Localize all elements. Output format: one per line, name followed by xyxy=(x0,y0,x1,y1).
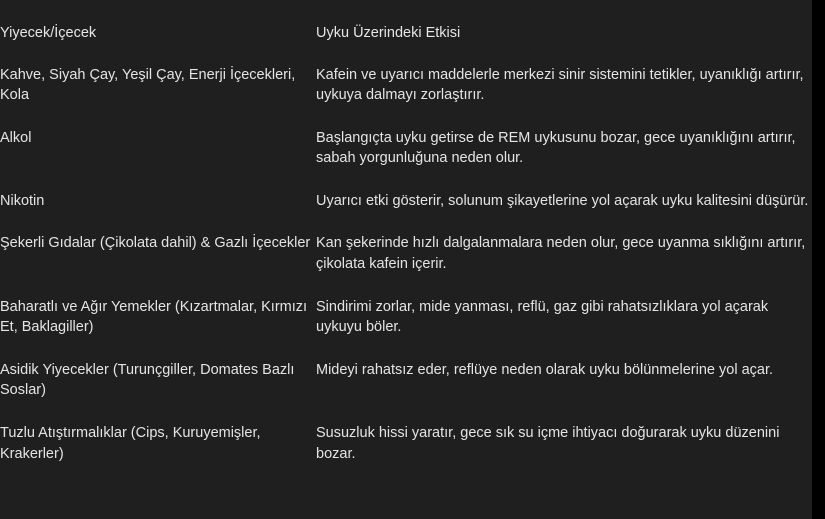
row-effect: Başlangıçta uyku getirse de REM uykusunu bozar, gece uyanıklığını artırır, sabah yorgunluğuna neden olur. xyxy=(316,129,796,167)
row-effect: Susuzluk hissi yaratır, gece sık su içme ihtiyacı doğurarak uyku düzenini bozar. xyxy=(316,424,780,462)
right-edge-strip xyxy=(812,0,825,519)
row-food: Şekerli Gıdalar (Çikolata dahil) & Gazlı İçecekler xyxy=(0,235,311,252)
row-food: Alkol xyxy=(0,129,32,146)
table-header-row xyxy=(0,0,812,54)
table-row xyxy=(0,117,812,180)
row-food: Tuzlu Atıştırmalıklar (Cips, Kuruyemişler, Krakerler) xyxy=(0,424,261,462)
table-row xyxy=(0,180,812,223)
row-effect: Uyarıcı etki gösterir, solunum şikayetlerine yol açarak uyku kalitesini düşürür. xyxy=(316,192,809,209)
row-food: Baharatlı ve Ağır Yemekler (Kızartmalar, Kırmızı Et, Baklagiller) xyxy=(0,298,308,336)
row-food: Nikotin xyxy=(0,192,45,209)
table-row xyxy=(0,54,812,117)
column-header-effect: Uyku Üzerindeki Etkisi xyxy=(316,25,461,41)
table-row xyxy=(0,222,812,285)
row-effect: Kafein ve uyarıcı maddelerle merkezi sinir sistemini tetikler, uyanıklığı artırır, uykuya dalmayı zorlaştırır. xyxy=(316,66,804,104)
row-effect: Mideyi rahatsız eder, reflüye neden olarak uyku bölünmelerine yol açar. xyxy=(316,361,774,378)
row-food: Kahve, Siyah Çay, Yeşil Çay, Enerji İçecekleri, Kola xyxy=(0,66,296,104)
table-row xyxy=(0,286,812,349)
table-row xyxy=(0,349,812,412)
table-row xyxy=(0,412,812,475)
column-header-food: Yiyecek/İçecek xyxy=(0,25,97,41)
row-effect: Sindirimi zorlar, mide yanması, reflü, gaz gibi rahatsızlıklara yol açarak uykuyu böler. xyxy=(316,298,769,336)
row-effect: Kan şekerinde hızlı dalgalanmalara neden olur, gece uyanma sıklığını artırır, çikolata kafein içerir. xyxy=(316,235,806,273)
row-food: Asidik Yiyecekler (Turunçgiller, Domates Bazlı Soslar) xyxy=(0,361,295,399)
